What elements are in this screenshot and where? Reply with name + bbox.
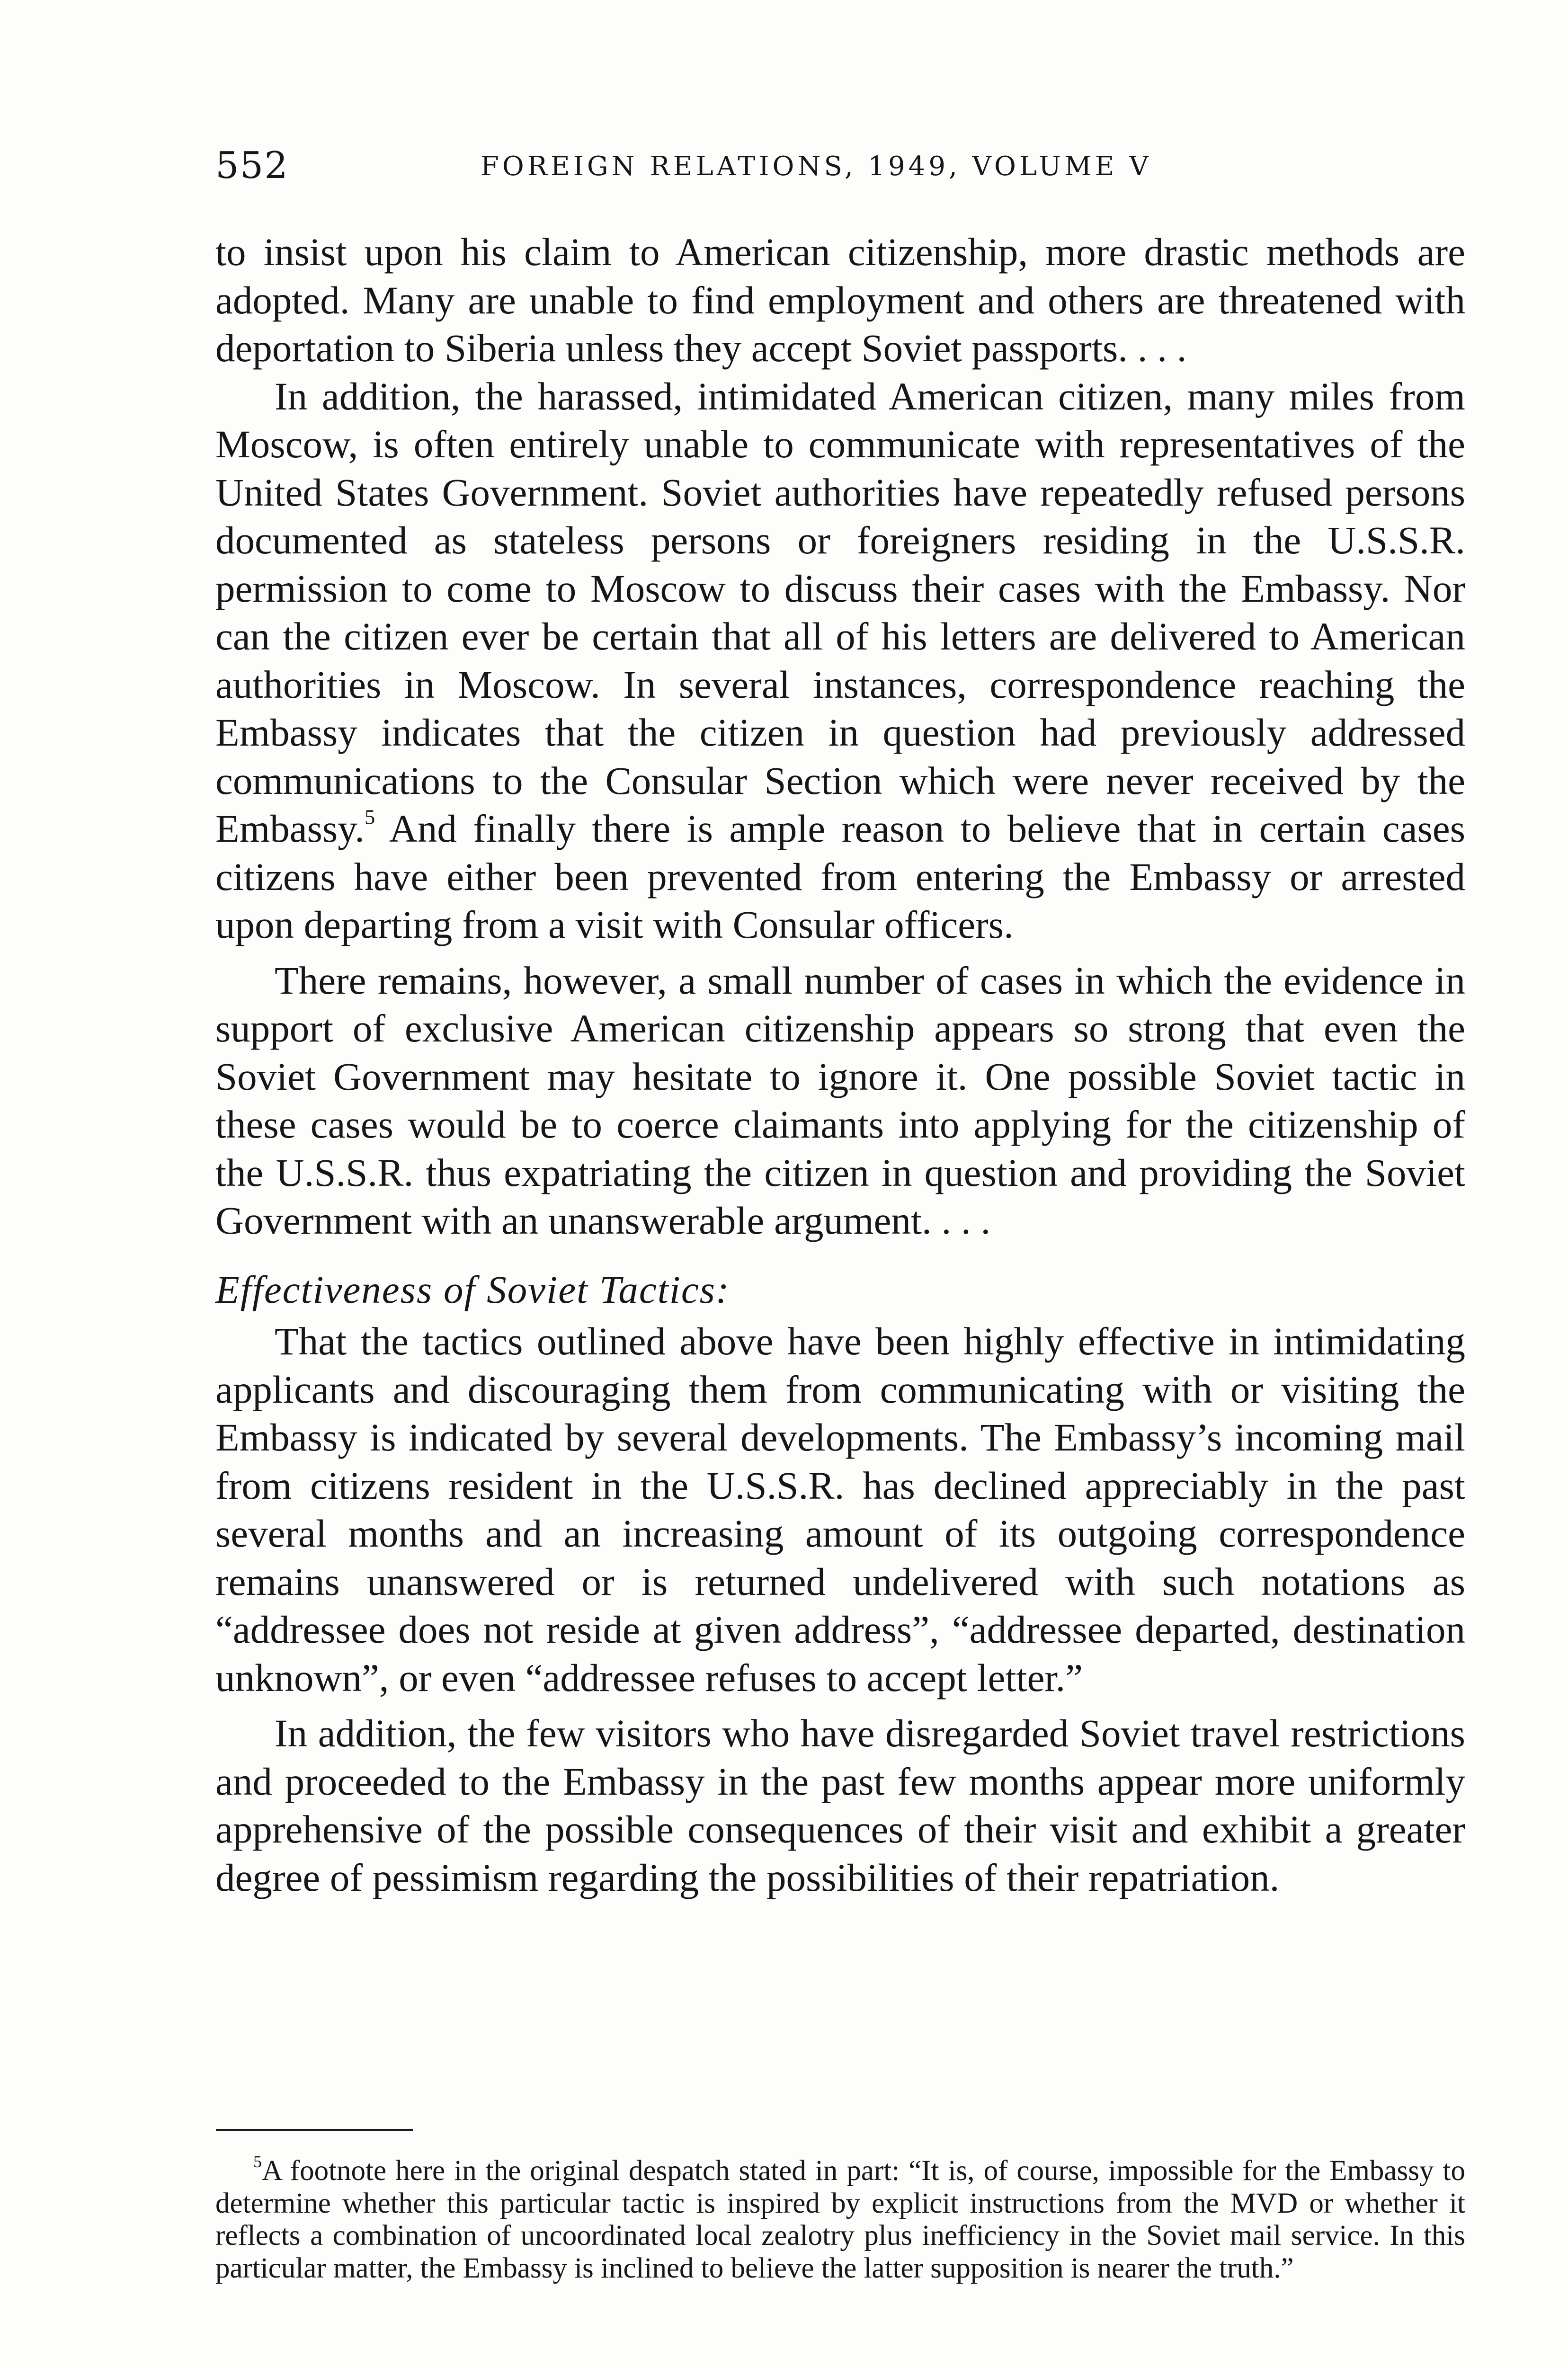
- footnote-reference: 5: [365, 805, 375, 829]
- paragraph-text-continued: And finally there is ample reason to believe that in certain cases citizens have either been prevented from entering the Embassy or arrested upon departing from a visit with Consular officers.: [215, 807, 1465, 946]
- body-text: [215, 228, 1465, 1902]
- paragraph: [215, 373, 1465, 949]
- footnote: [215, 2152, 1465, 2285]
- section-heading: Effectiveness of Soviet Tactics:: [215, 1267, 730, 1311]
- paragraph: There remains, however, a small number of cases in which the evidence in support of exclusive American citizenship appears so strong that even the Soviet Government may hesitate to ignore it. One possible Soviet tactic in these cases would be to coerce claimants into applying for the citizenship of the U.S.S.R. thus expatriating the citizen in question and providing the Soviet Government with an unanswerable argument. . . .: [215, 958, 1465, 1242]
- paragraph-continued: to insist upon his claim to American citizenship, more drastic methods are adopted. Many are unable to find employment and others are threatened with deportation to Siberia unless they accept Soviet passports. . . .: [215, 230, 1465, 370]
- footnote-marker: 5: [253, 2152, 262, 2171]
- page-header: [215, 142, 1465, 189]
- paragraph-text: In addition, the harassed, intimidated American citizen, many miles from Moscow, is often entirely unable to communicate with representatives of the United States Government. Soviet authorities have repeatedly refused persons documented as stateless persons or foreigners residing in the U.S.S.R. permission to come to Moscow to discuss their cases with the Embassy. Nor can the citizen ever be certain that all of his letters are delivered to American authorities in Moscow. In several instances, correspondence reaching the Embassy indicates that the citizen in question had previously addressed communications to the Consular Section which were never received by the Embassy.: [215, 374, 1465, 850]
- paragraph: In addition, the few visitors who have disregarded Soviet travel restrictions and proceeded to the Embassy in the past few months appear more uniformly apprehensive of the possible consequences of their visit and exhibit a greater degree of pessimism regarding the possibilities of their repatriation.: [215, 1711, 1465, 1899]
- footnote-divider: [216, 2129, 413, 2131]
- footnote-text: A footnote here in the original despatch stated in part: “It is, of course, impossible for the Embassy to determine whether this particular tactic is inspired by explicit instructions from the MVD or whether it reflects a combination of uncoordinated local zealotry plus inefficiency in the Soviet mail service. In this particular matter, the Embassy is inclined to believe the latter supposition is nearer the truth.”: [215, 2155, 1465, 2284]
- paragraph: That the tactics outlined above have been highly effective in intimidating applicants and discouraging them from communicating with or visiting the Embassy is indicated by several developments. The Embassy’s incoming mail from citizens resident in the U.S.S.R. has declined appreciably in the past several months and an increasing amount of its outgoing correspondence remains unanswered or is returned undelivered with such notations as “addressee does not reside at given address”, “addressee departed, destination unknown”, or even “addressee refuses to accept letter.”: [215, 1319, 1465, 1700]
- page-number: 552: [215, 144, 289, 187]
- running-title: FOREIGN RELATIONS, 1949, VOLUME V: [481, 151, 1152, 182]
